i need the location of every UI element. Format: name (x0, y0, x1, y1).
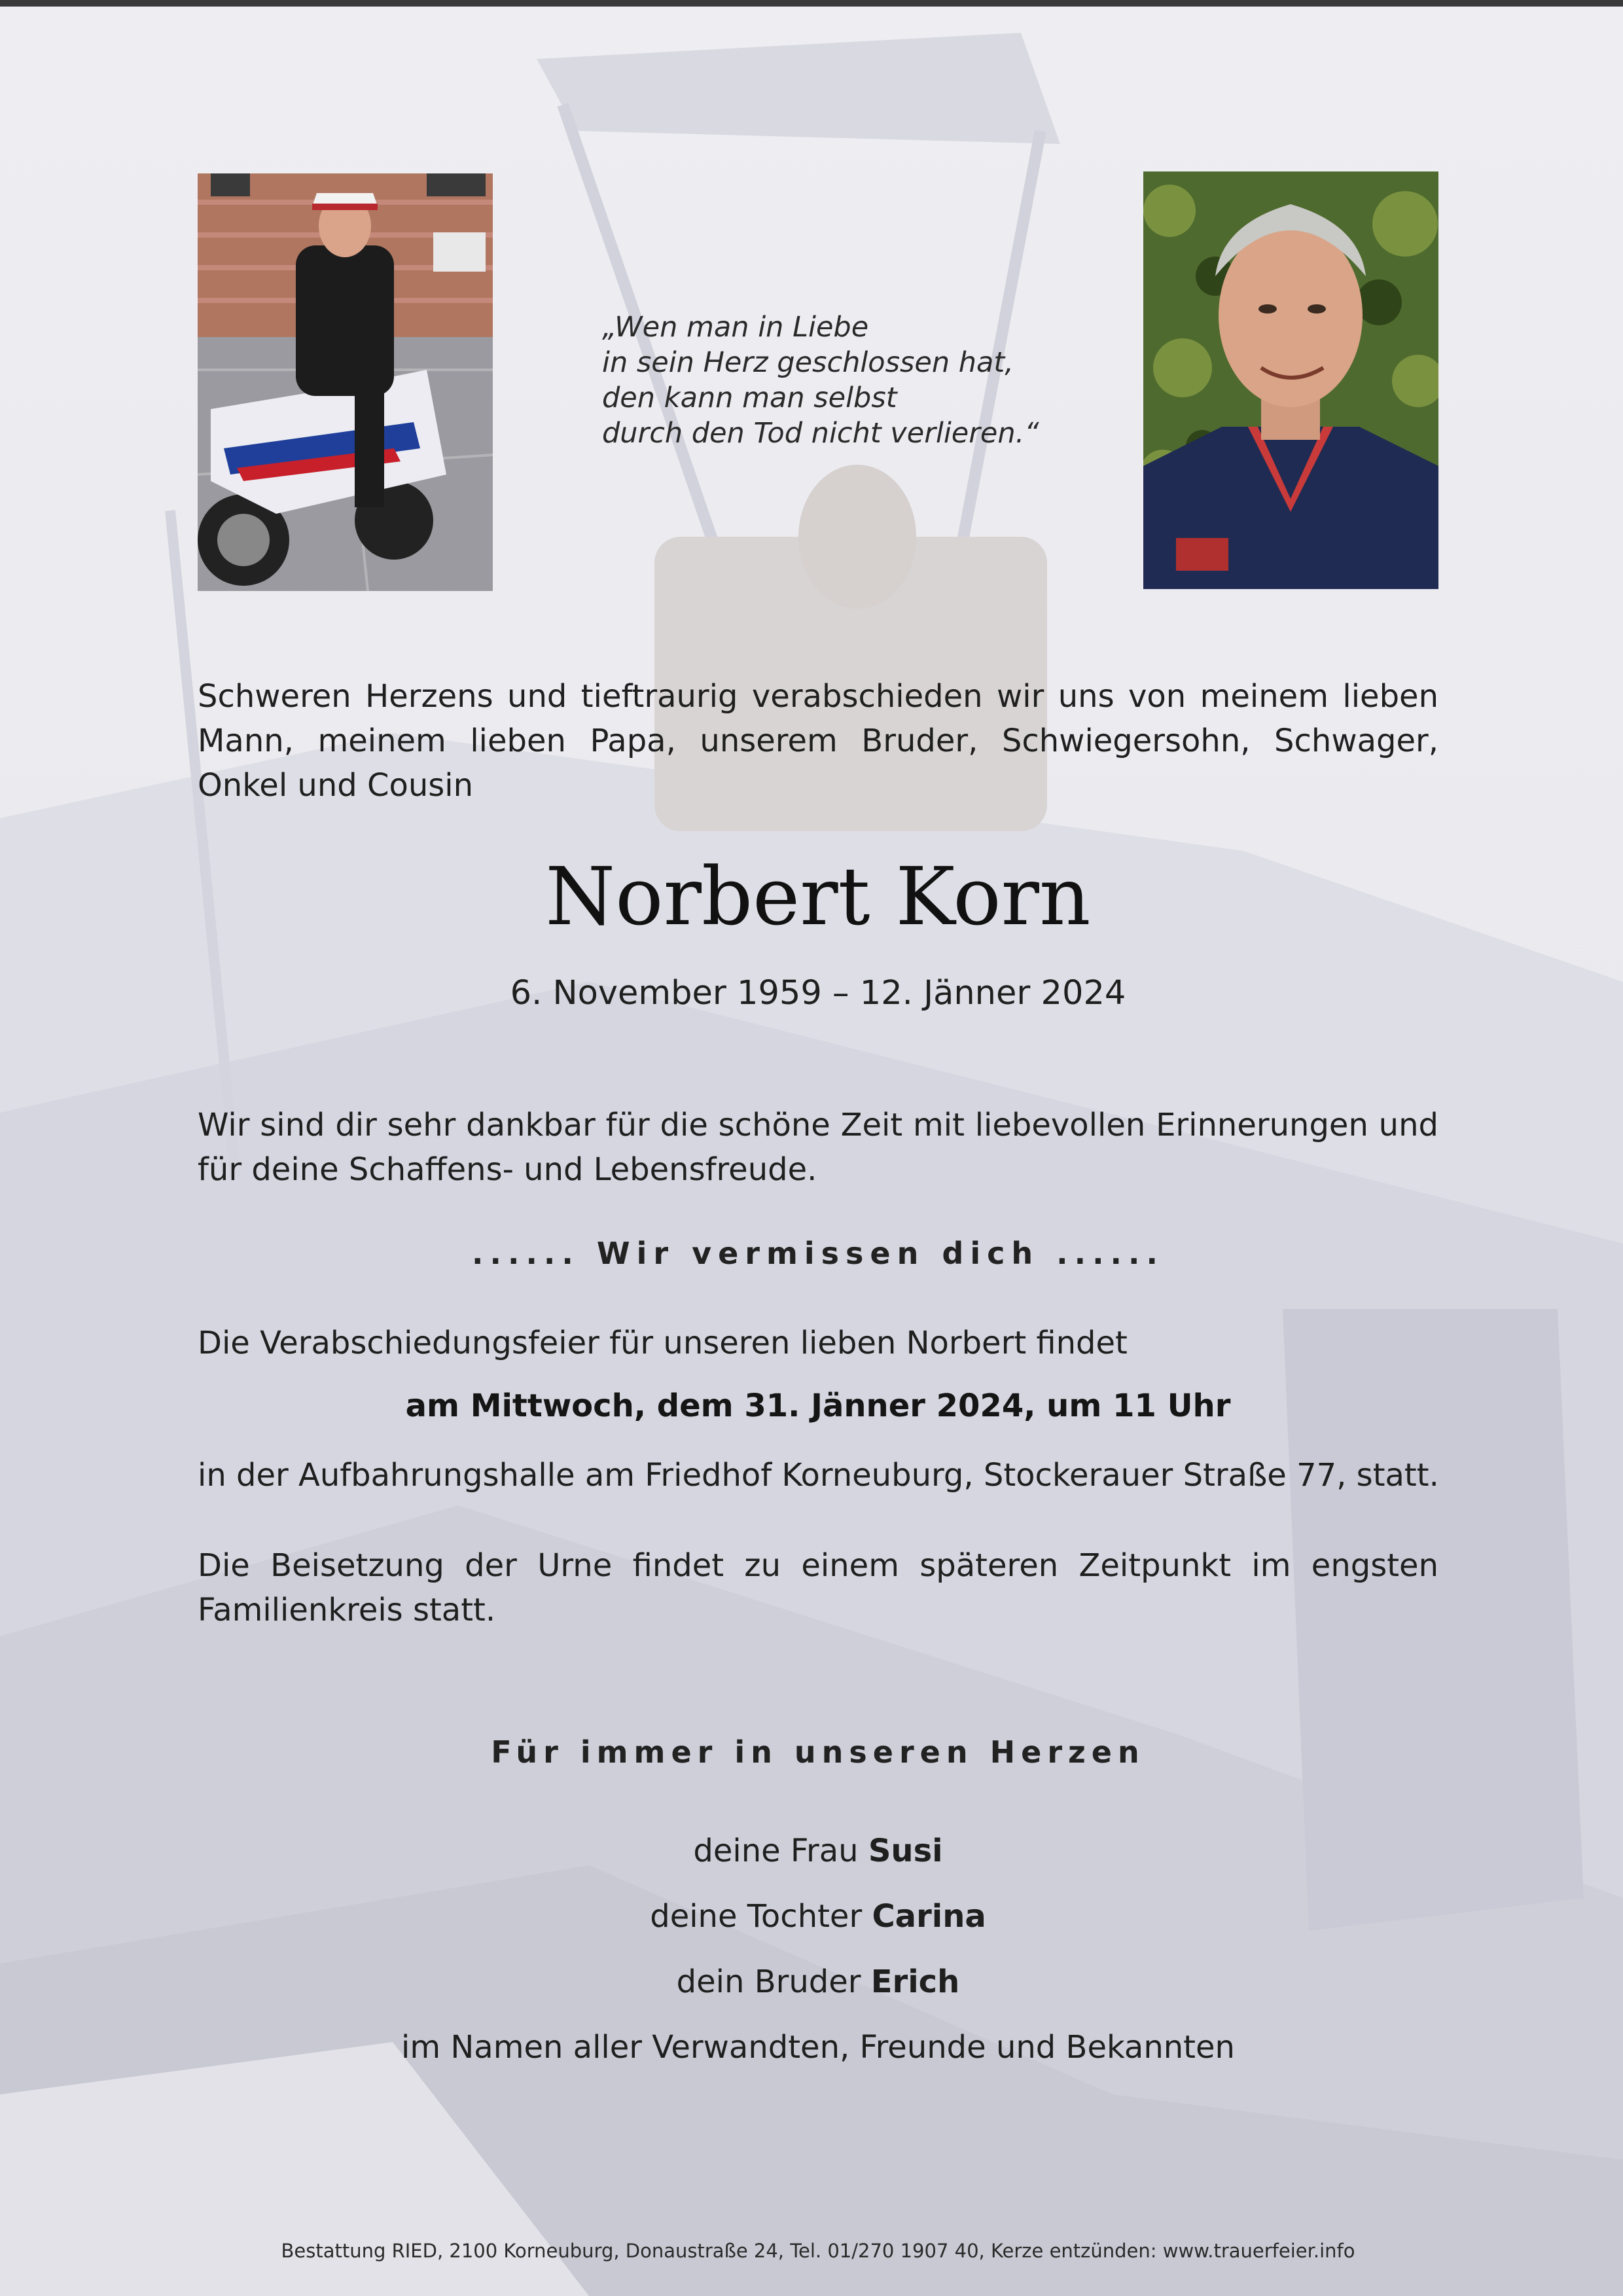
mourner-line (198, 1964, 1438, 2000)
mourner-name: Carina (872, 1898, 986, 1935)
ceremony-place: in der Aufbahrungshalle am Friedhof Korneuburg, Stockerauer Straße 77, statt. (198, 1457, 1439, 1494)
intro-line: Schweren Herzens und tieftraurig verabschieden wir uns von meinem lieben (198, 678, 1438, 715)
quote-line: durch den Tod nicht verlieren.“ (602, 417, 1039, 450)
quote-line: den kann man selbst (602, 382, 897, 414)
mourner-line (198, 1833, 1438, 1869)
mourner-relation: dein Bruder (676, 1964, 871, 2000)
mourner-name: Susi (868, 1833, 943, 1869)
thanks-paragraph: Wir sind dir sehr dankbar für die schöne Zeit mit liebevollen Erinnerungen und für deine Schaffens- und Lebensfreude. (198, 1107, 1438, 1188)
mourner-relation: deine Frau (693, 1833, 868, 1869)
footer-contact: Bestattung RIED, 2100 Korneuburg, Donaustraße 24, Tel. 01/270 1907 40, Kerze entzünden: www.trauerfeier.info (281, 2240, 1355, 2262)
quote-line: in sein Herz geschlossen hat, (602, 346, 1014, 379)
ceremony-date: am Mittwoch, dem 31. Jänner 2024, um 11 Uhr (405, 1388, 1231, 1424)
intro-paragraph (198, 674, 1438, 812)
intro-line: Mann, meinem lieben Papa, unserem Bruder, Schwiegersohn, Schwager, (198, 723, 1438, 759)
life-dates: 6. November 1959 – 12. Jänner 2024 (510, 974, 1126, 1013)
photo-portrait (1143, 171, 1438, 589)
memorial-quote (602, 310, 1073, 451)
quote-line: „Wen man in Liebe (602, 311, 869, 344)
forever-line: Für immer in unseren Herzen (491, 1734, 1145, 1770)
closing-line: im Namen aller Verwandten, Freunde und Bekannten (401, 2029, 1235, 2066)
intro-line: Onkel und Cousin (198, 767, 474, 804)
photo-motorcycle (198, 173, 493, 591)
mourner-relation: deine Tochter (650, 1898, 872, 1935)
mourner-line (198, 1898, 1438, 1935)
mourner-name: Erich (870, 1964, 960, 2000)
miss-line: ...... Wir vermissen dich ...... (472, 1236, 1164, 1271)
burial-paragraph: Die Beisetzung der Urne findet zu einem späteren Zeitpunkt im engsten Familienkreis statt. (198, 1547, 1438, 1628)
deceased-name: Norbert Korn (545, 850, 1091, 943)
top-border (0, 0, 1623, 7)
ceremony-intro: Die Verabschiedungsfeier für unseren lieben Norbert findet (198, 1325, 1128, 1361)
